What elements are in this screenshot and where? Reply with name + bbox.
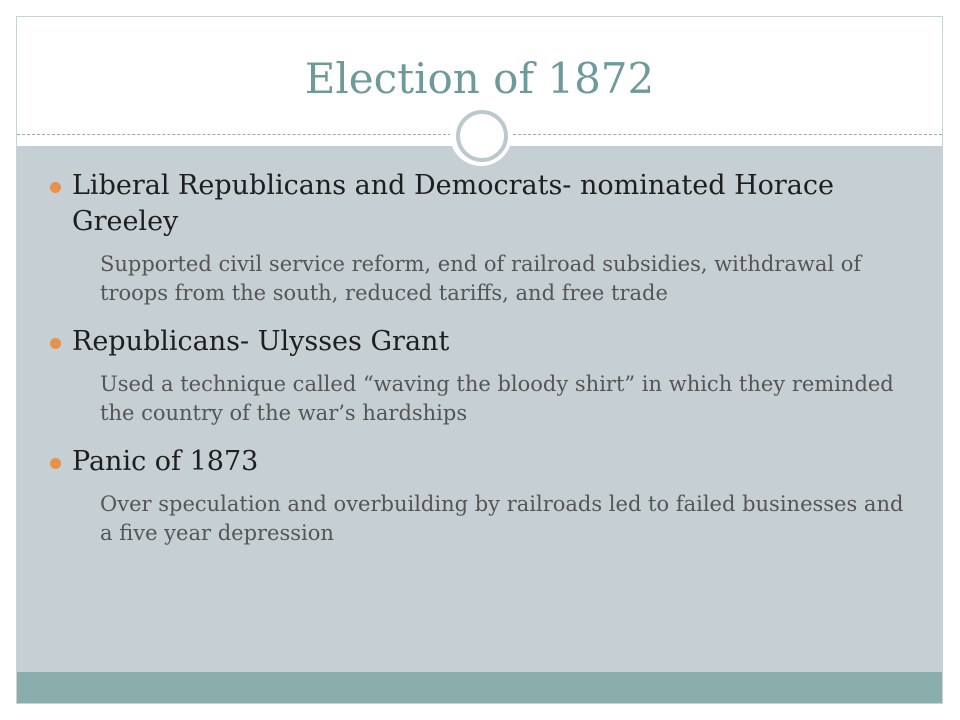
sub-bullet-item — [48, 370, 908, 428]
footer-bar — [17, 672, 942, 703]
sub-bullet-text: Used a technique called “waving the bloody shirt” in which they reminded the country of the war’s hardships — [100, 372, 894, 425]
bullet-text: Republicans- Ulysses Grant — [72, 326, 450, 357]
orange-dot-icon — [50, 338, 61, 349]
slide-title: Election of 1872 — [304, 54, 655, 103]
sub-bullet-text: Over speculation and overbuilding by railroads led to failed businesses and a five year depression — [100, 492, 904, 545]
bullet-item — [48, 168, 908, 240]
bullet-item — [48, 324, 908, 360]
sub-bullet-item — [48, 490, 908, 548]
bullet-text: Panic of 1873 — [72, 446, 259, 477]
bullet-list — [48, 168, 908, 548]
sub-bullet-item — [48, 250, 908, 308]
orange-dot-icon — [50, 458, 61, 469]
bullet-text: Liberal Republicans and Democrats- nominated Horace Greeley — [72, 170, 834, 237]
circle-ring — [456, 110, 508, 162]
orange-dot-icon — [50, 182, 61, 193]
bullet-item — [48, 444, 908, 480]
sub-bullet-text: Supported civil service reform, end of railroad subsidies, withdrawal of troops from the south, reduced tariffs, and free trade — [100, 252, 862, 305]
